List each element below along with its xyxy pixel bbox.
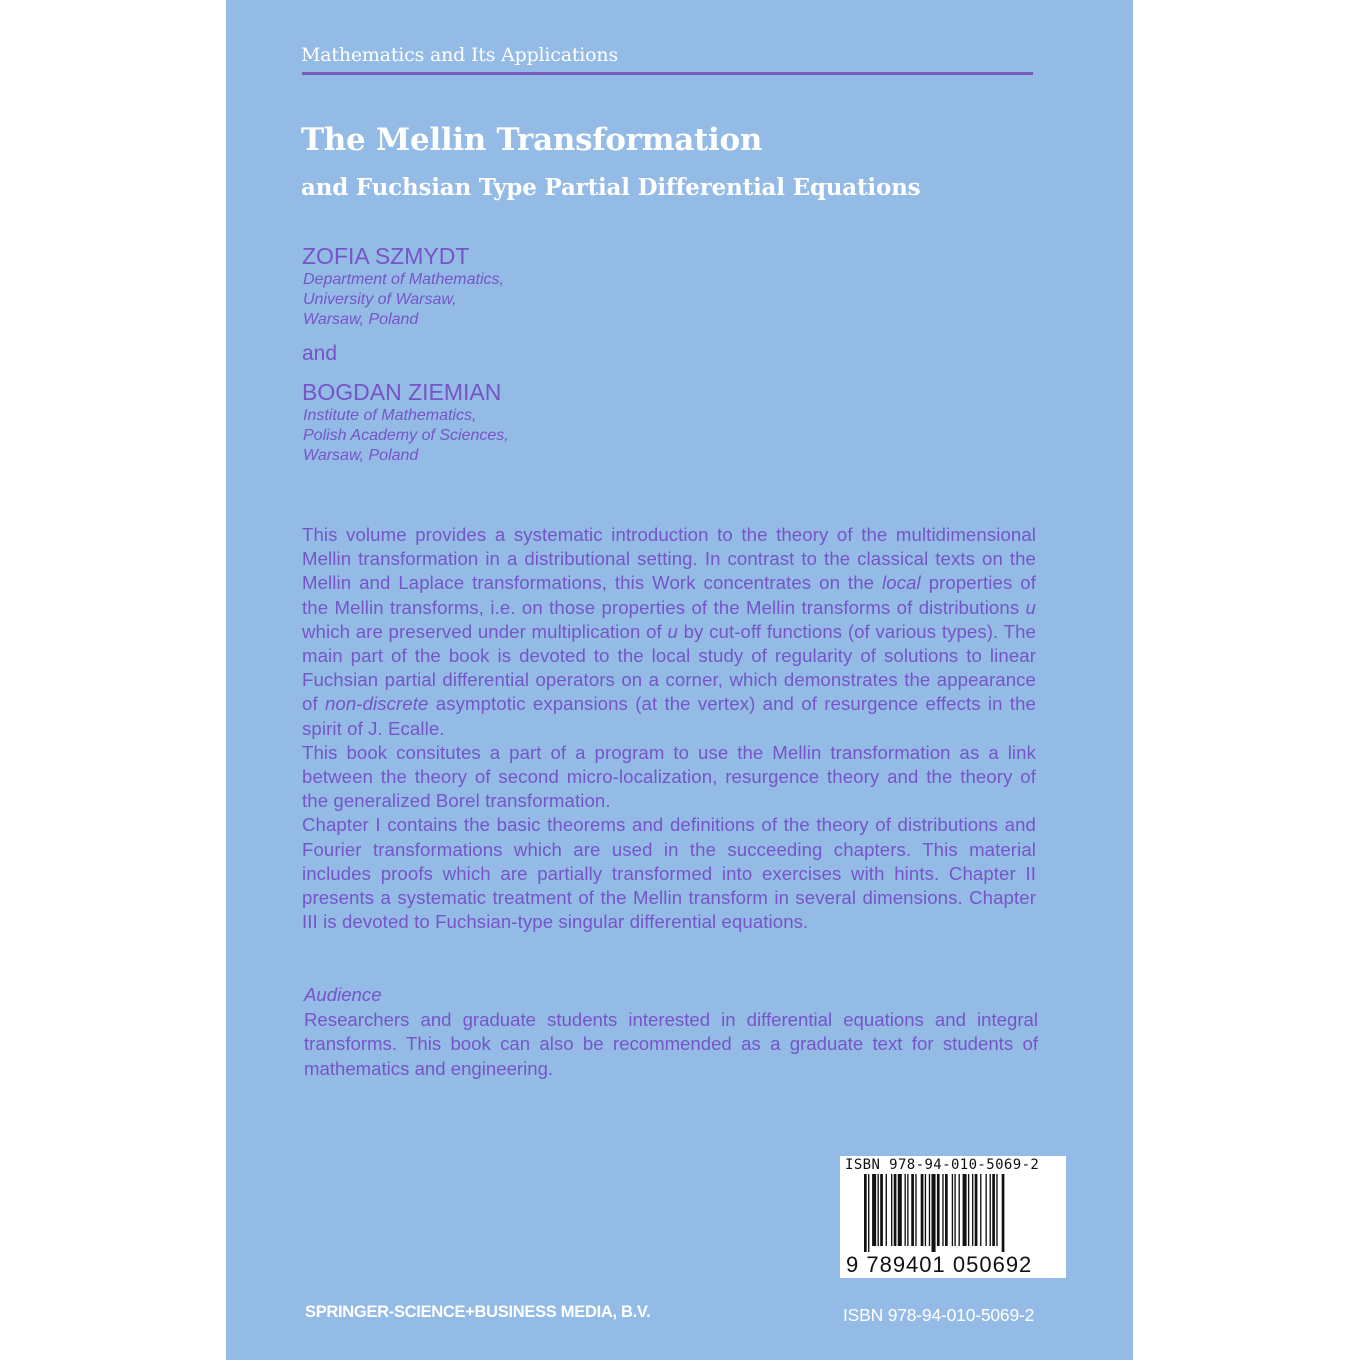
author-affiliation-1: [303, 270, 504, 330]
affiliation-line: Polish Academy of Sciences,: [303, 427, 509, 444]
barcode-bar: [911, 1174, 914, 1246]
affiliation-line: Warsaw, Poland: [303, 311, 419, 328]
isbn-barcode: [840, 1156, 1066, 1278]
book-description: [302, 523, 1036, 934]
author-name-2: BOGDAN ZIEMIAN: [302, 379, 502, 405]
barcode-bar: [986, 1174, 987, 1246]
series-name: Mathematics and Its Applications: [301, 44, 618, 66]
barcode-bar: [952, 1174, 953, 1246]
audience-section: [304, 983, 1038, 1081]
barcode-bar: [886, 1174, 887, 1246]
publisher-name: SPRINGER-SCIENCE+BUSINESS MEDIA, B.V.: [305, 1303, 651, 1321]
affiliation-line: Department of Mathematics,: [303, 271, 504, 288]
barcode-bar: [980, 1174, 981, 1246]
emphasis-u: u: [1025, 596, 1036, 618]
audience-heading: Audience: [304, 984, 382, 1005]
barcode-bar: [872, 1174, 876, 1246]
description-paragraph-2: This book consitutes a part of a program to use the Mellin transformation as a link between the theory of second micro-localization, resurgence theory and the theory of the generalized Borel transformation.: [302, 741, 1036, 812]
audience-text: Researchers and graduate students interested in differential equations and integral transforms. This book can also be recommended as a graduate text for students of mathematics and engineering.: [304, 1008, 1038, 1079]
barcode-bar: [898, 1174, 902, 1246]
author-name-1: ZOFIA SZMYDT: [302, 243, 470, 269]
barcode-bar: [996, 1174, 997, 1246]
barcode-ean-digits: 9 789401 050692: [846, 1252, 1033, 1277]
barcode-bar: [905, 1174, 906, 1246]
barcode-bar: [963, 1174, 967, 1246]
text-run: by cut-off functions (of various types). The main part of the book is devoted to the local study of regularity of solutions to linear Fuchsian partial differential operators on a corner, which demonstrates the appearance of: [302, 620, 1036, 715]
barcode-bar: [878, 1174, 879, 1246]
barcode-bar: [972, 1174, 973, 1246]
barcode-bar: [959, 1174, 960, 1246]
description-paragraph-1: [302, 523, 1036, 741]
text-run: which are preserved under multiplication of: [302, 620, 668, 642]
isbn-footer: ISBN 978-94-010-5069-2: [843, 1305, 1035, 1325]
book-title: The Mellin Transformation: [301, 122, 763, 158]
barcode-bar: [942, 1174, 943, 1246]
barcode-bar: [945, 1174, 948, 1246]
affiliation-line: Warsaw, Poland: [303, 447, 419, 464]
barcode-bar: [864, 1174, 867, 1252]
barcode-bar: [907, 1174, 908, 1246]
barcode-bar: [868, 1174, 869, 1252]
book-subtitle: and Fuchsian Type Partial Differential Equations: [301, 174, 921, 201]
affiliation-line: Institute of Mathematics,: [303, 407, 477, 424]
series-rule: [302, 72, 1033, 75]
barcode-bar: [925, 1174, 926, 1246]
barcode-bars: [864, 1174, 1044, 1252]
description-paragraph-3: Chapter I contains the basic theorems and definitions of the theory of distributions and Fourier transformations which are used in the succeeding chapters. This material includes proofs which are partially transformed into exercises with hints. Chapter II presents a systematic treatment of the Mellin transform in several dimensions. Chapter III is devoted to Fuchsian-type singular differential equations.: [302, 814, 1036, 933]
back-cover: [226, 0, 1133, 1360]
emphasis-u: u: [667, 620, 678, 642]
barcode-bar: [880, 1174, 883, 1246]
barcode-bar: [932, 1174, 936, 1252]
barcode-bar: [891, 1174, 892, 1246]
barcode-isbn-label: ISBN 978-94-010-5069-2: [845, 1157, 1040, 1173]
author-affiliation-2: [303, 406, 509, 466]
text-run: properties of the Mellin transforms, i.e. on those properties of the Mellin transforms of distributions: [302, 572, 1037, 618]
emphasis-non-discrete: non-discrete: [324, 693, 429, 715]
barcode-bar: [1002, 1174, 1005, 1252]
and-conjunction: and: [302, 342, 338, 365]
emphasis-local: local: [882, 572, 921, 594]
barcode-bar: [992, 1174, 995, 1246]
barcode-bar: [954, 1174, 955, 1246]
text-run: asymptotic expansions (at the vertex) and of resurgence effects in the spirit of J. Ecalle.: [302, 693, 1036, 739]
barcode-bar: [929, 1174, 930, 1246]
barcode-bar: [990, 1174, 991, 1246]
text-run: This volume provides a systematic introduction to the theory of the multidimensional Mellin transformation in a distributional setting. In contrast to the classical texts on the Mellin and Laplace transformations, this Work concentrates on the: [302, 524, 1036, 594]
barcode-bar: [975, 1174, 978, 1246]
affiliation-line: University of Warsaw,: [303, 291, 457, 308]
barcode-bar: [915, 1174, 916, 1246]
barcode-bar: [921, 1174, 924, 1246]
barcode-bar: [894, 1174, 897, 1246]
barcode-bar: [968, 1174, 969, 1246]
barcode-bar: [937, 1174, 940, 1246]
